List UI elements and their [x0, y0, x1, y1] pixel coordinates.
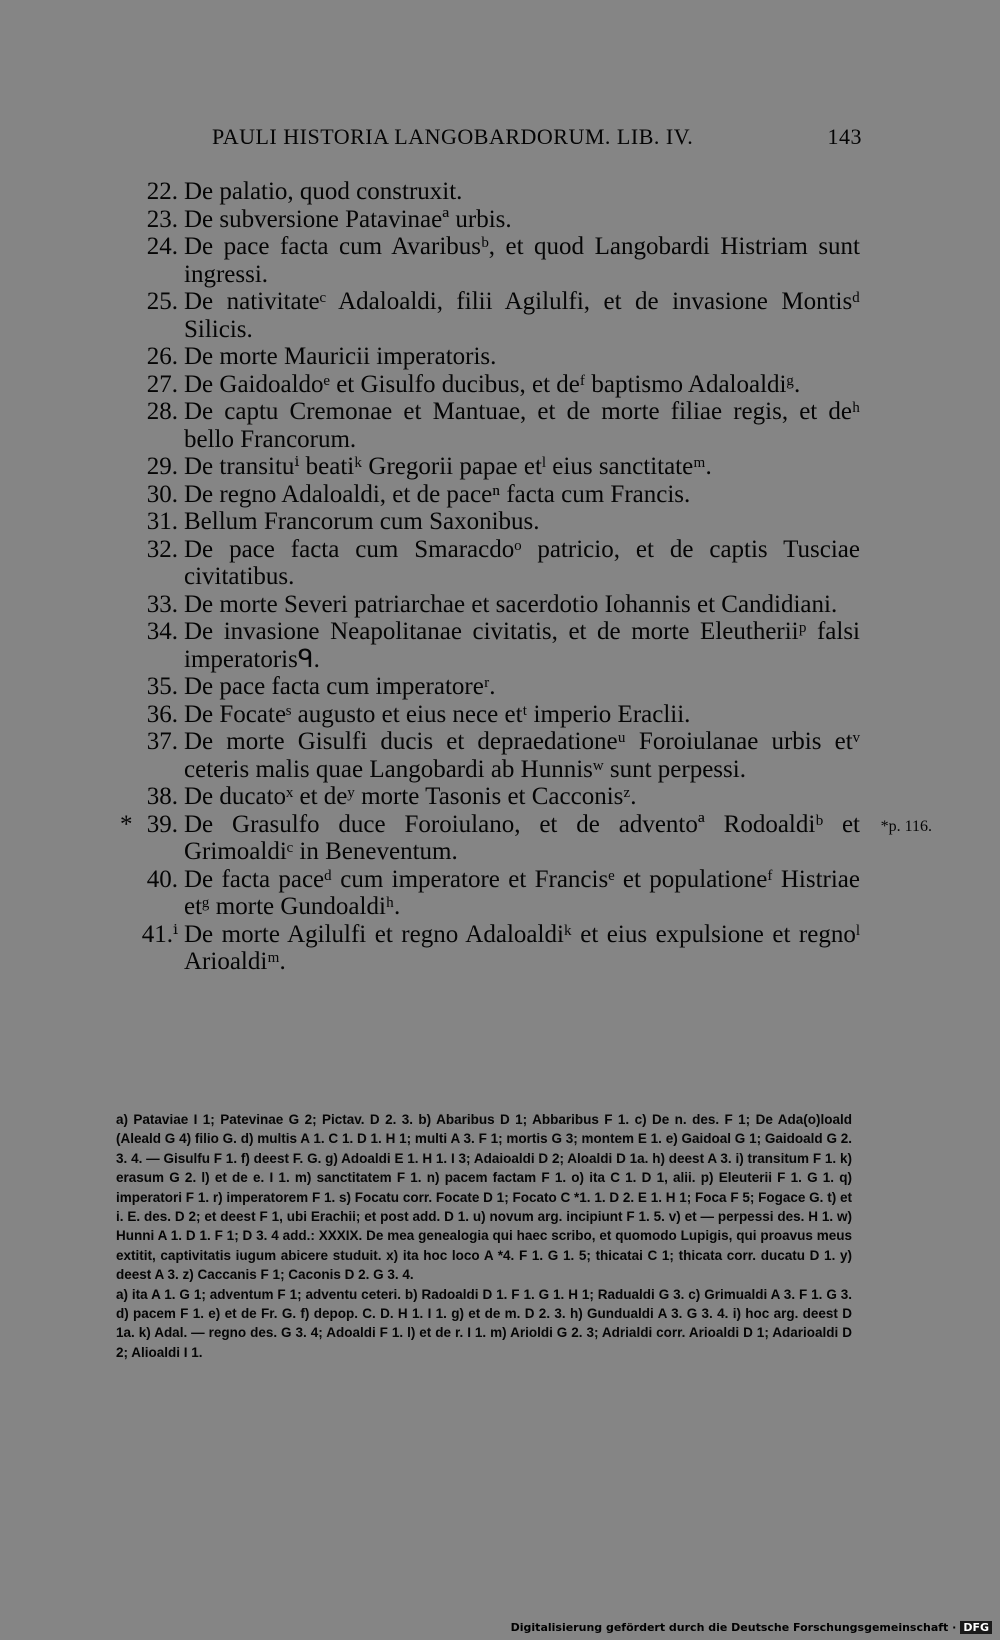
chapter-title: De pace facta cum Smaracdoᵒ patricio, et de captis Tusciae civitatibus.	[184, 535, 860, 590]
chapter-number: 26.	[146, 343, 178, 370]
chapter-number: 32.	[146, 535, 178, 563]
chapter-entry	[130, 206, 860, 234]
chapter-title: De facta paceᵈ cum imperatore et Francisᵉ et populationeᶠ Histriae etᵍ morte Gundoaldiʰ.	[184, 865, 860, 920]
chapter-entry	[130, 508, 860, 536]
chapter-number: 40.	[146, 865, 178, 893]
chapter-title: De pace facta cum Avaribusᵇ, et quod Langobardi Histriam sunt ingressi.	[184, 233, 860, 288]
credit-text: Digitalisierung gefördert durch die Deutsche Forschungsgemeinschaft ·	[510, 1621, 957, 1634]
chapter-number: 30.	[146, 480, 178, 508]
chapter-entry	[130, 866, 860, 921]
running-header	[212, 124, 862, 154]
chapter-title: De Focateˢ augusto et eius nece etᵗ imperio Eraclii.	[184, 700, 691, 728]
chapter-entry	[130, 591, 860, 619]
chapter-title: De invasione Neapolitanae civitatis, et de morte Eleutheriiᵖ falsi imperatorisᑫ.	[184, 618, 860, 673]
chapter-entry	[130, 618, 860, 673]
chapter-number: 34.	[146, 618, 178, 645]
page-break-star: *	[120, 810, 133, 838]
chapter-entry	[130, 288, 860, 343]
chapter-title: De morte Gisulfi ducis et depraedationeᵘ Foroiulanae urbis etᵛ ceteris malis quae Langobardi ab Hunnisʷ sunt perpessi.	[184, 728, 860, 783]
chapter-entry	[130, 233, 860, 288]
chapter-title: De regno Adaloaldi, et de paceⁿ facta cum Francis.	[184, 480, 691, 508]
chapter-number: 23.	[146, 205, 178, 233]
page-number: 143	[827, 124, 862, 149]
chapter-entry	[130, 701, 860, 729]
chapter-entry	[130, 453, 860, 481]
footnote-block: a) ita A 1. G 1; adventum F 1; adventu ceteri. b) Radoaldi D 1. F 1. G 1. H 1; Radualdi G 3. c) Grimualdi A 3. F 1. G 3. d) pacem F 1. e) et de Fr. G. f) depop. C. D. H 1. I 1. g) et de m. D 2. 3. h) Gundualdi A 3. G 3. 4. i) hoc arg. deest D 1a. k) Adal. — regno des. G 3. 4; Adoaldi F 1. l) et de r. I 1. m) Arioldi G 2. 3; Adrialdi corr. Arioaldi D 1; Adarioaldi D 2; Alioaldi I 1.	[116, 1286, 852, 1360]
chapter-title: De nativitateᶜ Adaloaldi, filii Agilulfi, et de invasione Montisᵈ Silicis.	[184, 288, 860, 343]
chapter-title: De morte Severi patriarchae et sacerdotio Iohannis et Candidiani.	[184, 590, 838, 618]
chapter-number: 38.	[146, 783, 178, 810]
chapter-title: Bellum Francorum cum Saxonibus.	[184, 508, 540, 535]
chapter-number: 33.	[146, 590, 178, 618]
chapter-title: De pace facta cum imperatoreʳ.	[184, 673, 496, 700]
chapter-number: 24.	[146, 233, 178, 260]
chapter-entry	[130, 728, 860, 783]
chapter-entry	[130, 536, 860, 591]
digitization-credit	[511, 1621, 992, 1634]
chapter-entry	[130, 921, 860, 976]
chapter-number: 36.	[146, 700, 178, 728]
chapter-title: De morte Mauricii imperatoris.	[184, 343, 497, 370]
header-title: PAULI HISTORIA LANGOBARDORUM. LIB. IV.	[212, 124, 694, 149]
chapter-entry	[130, 481, 860, 509]
chapter-number: 35.	[146, 673, 178, 700]
chapter-title: De captu Cremonae et Mantuae, et de morte filiae regis, et deʰ bello Francorum.	[184, 398, 860, 453]
chapter-number: 22.	[146, 178, 178, 205]
footnote-block: a) Pataviae I 1; Patevinae G 2; Pictav. D 2. 3. b) Abaribus D 1; Abbaribus F 1. c) De n. des. F 1; De Ada(o)loald (Aleald G 4) filio G. d) multis A 1. C 1. D 1. H 1; multi A 3. F 1; mortis G 3; montem E 1. e) Gaidoal G 1; Gaidoald G 2. 3. 4. — Gisulfu F 1. f) deest F. G. g) Adoaldi E 1. H 1. I 3; Adaioaldi D 2; Aloaldi D 1a. h) deest A 3. i) transitum F 1. k) erasum G 2. l) et de e. I 1. m) sanctitatem F 1. n) pacem factam F 1. o) ita C 1. D 1, alii. p) Eleuterii F 1. G 1. q) imperatori F 1. r) imperatorem F 1. s) Focatu corr. Focate D 1; Focato C *1. 1. D 2. E 1. H 1; Foca F 5; Fogace G. t) et i. E. des. D 2; et deest F 1, ubi Erachii; et post add. D 1. u) novum arg. incipiunt F 1. 5. v) et — perpessi des. H 1. w) Hunni A 1. D 1. F 1; D 3. 4 add.: XXXIX. De mea genealogia qui haec scribo, et quomodo Lupigis, qui proavus meus extitit, captivitatis iugum abicere studuit. x) ita hoc loco A *4. F 1. G 1. 5; thicatai C 1; thicata corr. ducatu D 1. y) deest A 3. z) Caccanis F 1; Caconis D 2. G 3. 4.	[116, 1112, 852, 1283]
chapter-title: De morte Agilulfi et regno Adaloaldiᵏ et eius expulsione et regnoˡ Arioaldiᵐ.	[184, 920, 860, 975]
chapter-entry	[120, 810, 932, 866]
chapter-title: De Gaidoaldoᵉ et Gisulfo ducibus, et deᶠ baptismo Adaloaldiᵍ.	[184, 370, 801, 398]
margin-page-ref: *p. 116.	[880, 817, 932, 835]
chapter-title: De Grasulfo duce Foroiulano, et de adventoª Rodoaldiᵇ et Grimoaldiᶜ in Beneventum.	[184, 810, 860, 865]
dfg-logo: DFG	[960, 1621, 992, 1634]
chapter-title: De palatio, quod construxit.	[184, 178, 463, 205]
chapter-entry	[130, 371, 860, 399]
chapter-entry	[130, 673, 860, 701]
chapter-number: 29.	[146, 453, 178, 480]
chapter-number: 37.	[146, 728, 178, 755]
chapter-number: 41.ⁱ	[141, 920, 178, 948]
chapter-number: 39.	[146, 810, 178, 838]
chapter-entry	[130, 783, 860, 811]
chapter-number: 27.	[146, 370, 178, 398]
chapter-entry	[130, 178, 860, 206]
chapter-list	[120, 178, 932, 976]
chapter-number: 31.	[146, 508, 178, 535]
chapter-number: 25.	[146, 288, 178, 315]
chapter-title: De subversione Patavinaeª urbis.	[184, 205, 512, 233]
chapter-title: De transituⁱ beatiᵏ Gregorii papae etˡ eius sanctitateᵐ.	[184, 453, 712, 480]
chapter-number: 28.	[146, 398, 178, 425]
footnotes	[116, 1110, 852, 1362]
chapter-entry	[130, 398, 860, 453]
chapter-entry	[130, 343, 860, 371]
chapter-title: De ducatoˣ et deʸ morte Tasonis et Cacconisᶻ.	[184, 783, 637, 810]
